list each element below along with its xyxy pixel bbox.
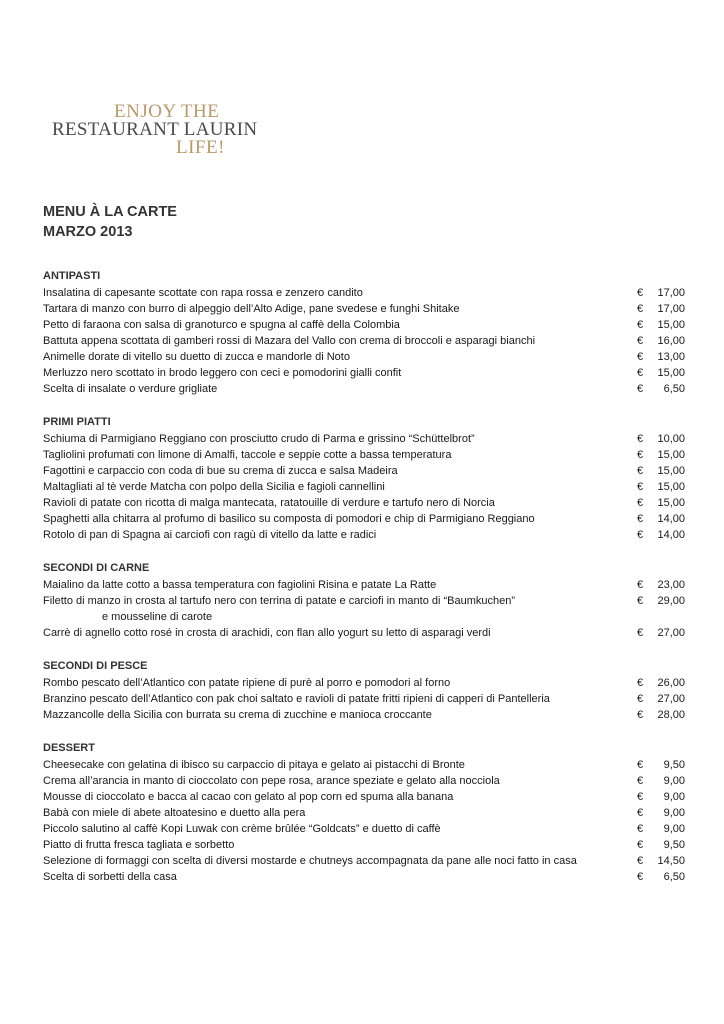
item-name-block [43, 805, 637, 821]
price-amount: 27,00 [657, 693, 685, 705]
menu-item [43, 333, 685, 349]
item-name-block [43, 495, 637, 511]
price-amount: 9,00 [663, 823, 685, 835]
currency-symbol: € [637, 529, 644, 541]
currency-symbol: € [637, 497, 644, 509]
price-amount: 6,50 [663, 871, 685, 883]
menu-item [43, 479, 685, 495]
item-name: Mazzancolle della Sicilia con burrata su crema di zucchine e manioca croccante [43, 709, 432, 721]
item-name-block [43, 691, 637, 707]
currency-symbol: € [637, 791, 644, 803]
menu-title [43, 202, 177, 242]
price-amount: 15,00 [657, 497, 685, 509]
item-name: Insalatina di capesante scottate con rapa rossa e zenzero candito [43, 287, 363, 299]
item-price [637, 707, 685, 723]
price-amount: 9,00 [663, 791, 685, 803]
item-name-block [43, 821, 637, 837]
item-price [637, 837, 685, 853]
currency-symbol: € [637, 823, 644, 835]
menu-section [43, 658, 685, 723]
item-name: Tagliolini profumati con limone di Amalfi, taccole e seppie cotte a bassa temperatura [43, 449, 452, 461]
item-price [637, 479, 685, 495]
price-amount: 15,00 [657, 449, 685, 461]
item-name-block [43, 675, 637, 691]
item-name-block [43, 773, 637, 789]
menu-item [43, 301, 685, 317]
price-amount: 27,00 [657, 627, 685, 639]
menu-item [43, 431, 685, 447]
item-name-block [43, 625, 637, 641]
item-name-block [43, 593, 637, 625]
item-price [637, 317, 685, 333]
price-amount: 13,00 [657, 351, 685, 363]
logo-line-2: RESTAURANT LAURIN [52, 119, 258, 140]
currency-symbol: € [637, 287, 644, 299]
item-name-block [43, 381, 637, 397]
menu-item [43, 447, 685, 463]
currency-symbol: € [637, 871, 644, 883]
menu-item [43, 285, 685, 301]
currency-symbol: € [637, 319, 644, 331]
currency-symbol: € [637, 367, 644, 379]
currency-symbol: € [637, 807, 644, 819]
price-amount: 9,50 [663, 839, 685, 851]
logo-line-1: ENJOY THE [114, 101, 220, 122]
item-price [637, 675, 685, 691]
item-name: Maltagliati al tè verde Matcha con polpo della Sicilia e fagioli cannellini [43, 481, 385, 493]
item-name-block [43, 317, 637, 333]
item-name-block [43, 447, 637, 463]
item-name: Selezione di formaggi con scelta di diversi mostarde e chutneys accompagnata da pane alle noci fatto in casa [43, 855, 577, 867]
item-name-block [43, 707, 637, 723]
item-name-block [43, 527, 637, 543]
item-price [637, 691, 685, 707]
item-name-block [43, 333, 637, 349]
menu-item [43, 853, 685, 869]
logo-line-3: LIFE! [176, 137, 225, 158]
price-amount: 29,00 [657, 595, 685, 607]
menu-item [43, 691, 685, 707]
menu-item [43, 805, 685, 821]
currency-symbol: € [637, 709, 644, 721]
item-price [637, 577, 685, 593]
currency-symbol: € [637, 383, 644, 395]
item-name-block [43, 463, 637, 479]
menu-date: MARZO 2013 [43, 224, 133, 240]
currency-symbol: € [637, 449, 644, 461]
item-name-continued: e mousseline di carote [102, 611, 213, 623]
menu-item [43, 495, 685, 511]
item-name-block [43, 431, 637, 447]
item-name: Merluzzo nero scottato in brodo leggero con ceci e pomodorini gialli confit [43, 367, 402, 379]
item-name: Scelta di insalate o verdure grigliate [43, 383, 218, 395]
currency-symbol: € [637, 465, 644, 477]
currency-symbol: € [637, 513, 644, 525]
menu-item [43, 757, 685, 773]
price-amount: 26,00 [657, 677, 685, 689]
item-name: Cheesecake con gelatina di ibisco su carpaccio di pitaya e gelato ai pistacchi di Bronte [43, 759, 465, 771]
section-title: SECONDI DI CARNE [43, 562, 150, 574]
menu-item [43, 675, 685, 691]
item-name: Ravioli di patate con ricotta di malga mantecata, ratatouille di verdure e tartufo nero di Norcia [43, 497, 495, 509]
item-price [637, 495, 685, 511]
price-amount: 17,00 [657, 303, 685, 315]
item-name: Piatto di frutta fresca tagliata e sorbetto [43, 839, 235, 851]
menu-item [43, 869, 685, 885]
price-amount: 15,00 [657, 367, 685, 379]
item-price [637, 805, 685, 821]
item-price [637, 821, 685, 837]
item-name-block [43, 349, 637, 365]
item-name: Maialino da latte cotto a bassa temperatura con fagiolini Risina e patate La Ratte [43, 579, 437, 591]
item-name: Filetto di manzo in crosta al tartufo nero con terrina di patate e carciofi in manto di “Baumkuchen” [43, 595, 516, 607]
price-amount: 10,00 [657, 433, 685, 445]
item-name-block [43, 757, 637, 773]
item-name: Battuta appena scottata di gamberi rossi di Mazara del Vallo con crema di broccoli e asparagi bianchi [43, 335, 536, 347]
menu-section [43, 268, 685, 397]
item-price [637, 869, 685, 885]
menu-section [43, 560, 685, 641]
menu-item [43, 463, 685, 479]
menu-section [43, 414, 685, 543]
price-amount: 9,00 [663, 807, 685, 819]
item-name-block [43, 837, 637, 853]
menu-item [43, 773, 685, 789]
section-title: SECONDI DI PESCE [43, 660, 148, 672]
item-name: Babà con miele di abete altoatesino e duetto alla pera [43, 807, 306, 819]
menu-item [43, 511, 685, 527]
item-name: Scelta di sorbetti della casa [43, 871, 177, 883]
currency-symbol: € [637, 839, 644, 851]
item-price [637, 757, 685, 773]
menu-item [43, 317, 685, 333]
item-price [637, 431, 685, 447]
item-price [637, 593, 685, 625]
price-amount: 6,50 [663, 383, 685, 395]
menu-item [43, 577, 685, 593]
price-amount: 14,50 [657, 855, 685, 867]
price-amount: 14,00 [657, 513, 685, 525]
menu-item [43, 821, 685, 837]
item-name: Petto di faraona con salsa di granoturco e spugna al caffè della Colombia [43, 319, 400, 331]
restaurant-logo [52, 101, 258, 158]
item-name-block [43, 789, 637, 805]
price-amount: 16,00 [657, 335, 685, 347]
item-price [637, 463, 685, 479]
menu-title-line-1: MENU À LA CARTE [43, 204, 177, 220]
item-name: Branzino pescato dell’Atlantico con pak choi saltato e ravioli di patate fritti ripieni di capperi di Pantelleria [43, 693, 550, 705]
currency-symbol: € [637, 579, 644, 591]
menu-list [43, 268, 685, 902]
item-name: Mousse di cioccolato e bacca al cacao con gelato al pop corn ed spuma alla banana [43, 791, 454, 803]
item-price [637, 349, 685, 365]
item-name: Crema all’arancia in manto di cioccolato con pepe rosa, arance speziate e gelato alla nocciola [43, 775, 500, 787]
currency-symbol: € [637, 855, 644, 867]
section-title: DESSERT [43, 742, 95, 754]
item-name: Tartara di manzo con burro di alpeggio dell’Alto Adige, pane svedese e funghi Shitake [43, 303, 460, 315]
item-price [637, 285, 685, 301]
currency-symbol: € [637, 303, 644, 315]
item-name: Schiuma di Parmigiano Reggiano con prosciutto crudo di Parma e grissino “Schüttelbrot” [43, 433, 475, 445]
currency-symbol: € [637, 481, 644, 493]
currency-symbol: € [637, 335, 644, 347]
menu-item [43, 527, 685, 543]
price-amount: 9,00 [663, 775, 685, 787]
currency-symbol: € [637, 627, 644, 639]
item-price [637, 853, 685, 869]
item-name-block [43, 869, 637, 885]
price-amount: 28,00 [657, 709, 685, 721]
item-name-block [43, 577, 637, 593]
menu-item [43, 381, 685, 397]
item-name: Rotolo di pan di Spagna ai carciofi con ragù di vitello da latte e radici [43, 529, 377, 541]
menu-item [43, 707, 685, 723]
price-amount: 23,00 [657, 579, 685, 591]
currency-symbol: € [637, 595, 644, 607]
menu-item [43, 789, 685, 805]
menu-item [43, 593, 685, 625]
price-amount: 15,00 [657, 465, 685, 477]
currency-symbol: € [637, 759, 644, 771]
item-name-block [43, 285, 637, 301]
item-price [637, 789, 685, 805]
menu-item [43, 625, 685, 641]
section-title: PRIMI PIATTI [43, 416, 111, 428]
price-amount: 9,50 [663, 759, 685, 771]
item-price [637, 333, 685, 349]
item-price [637, 527, 685, 543]
item-name-block [43, 511, 637, 527]
item-price [637, 365, 685, 381]
price-amount: 17,00 [657, 287, 685, 299]
item-price [637, 301, 685, 317]
menu-section [43, 740, 685, 885]
item-name: Fagottini e carpaccio con coda di bue su crema di zucca e salsa Madeira [43, 465, 398, 477]
item-name-block [43, 479, 637, 495]
price-amount: 15,00 [657, 481, 685, 493]
section-title: ANTIPASTI [43, 270, 101, 282]
price-amount: 15,00 [657, 319, 685, 331]
item-name: Carrè di agnello cotto rosé in crosta di arachidi, con flan allo yogurt su letto di asparagi verdi [43, 627, 491, 639]
menu-item [43, 365, 685, 381]
item-price [637, 511, 685, 527]
menu-item [43, 349, 685, 365]
item-name: Rombo pescato dell’Atlantico con patate ripiene di purè al porro e pomodori al forno [43, 677, 451, 689]
item-name: Animelle dorate di vitello su duetto di zucca e mandorle di Noto [43, 351, 350, 363]
price-amount: 14,00 [657, 529, 685, 541]
item-name-block [43, 301, 637, 317]
item-price [637, 447, 685, 463]
currency-symbol: € [637, 351, 644, 363]
item-price [637, 381, 685, 397]
currency-symbol: € [637, 677, 644, 689]
item-price [637, 625, 685, 641]
currency-symbol: € [637, 433, 644, 445]
currency-symbol: € [637, 693, 644, 705]
item-name: Piccolo salutino al caffè Kopi Luwak con crème brûlée “Goldcats” e duetto di caffè [43, 823, 441, 835]
currency-symbol: € [637, 775, 644, 787]
item-price [637, 773, 685, 789]
menu-item [43, 837, 685, 853]
item-name: Spaghetti alla chitarra al profumo di basilico su composta di pomodori e chip di Parmigiano Reggiano [43, 513, 535, 525]
item-name-block [43, 853, 637, 869]
item-name-block [43, 365, 637, 381]
